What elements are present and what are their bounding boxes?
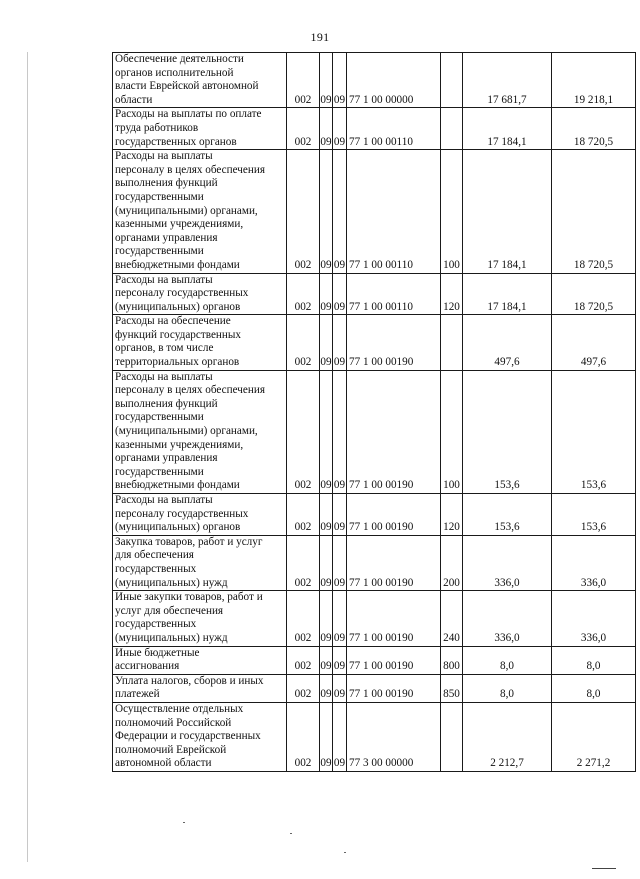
table-row bbox=[113, 674, 636, 702]
footer-rule bbox=[592, 868, 616, 869]
amount-year1-cell: 17 184,1 bbox=[463, 273, 552, 315]
section-code-cell: 09 bbox=[320, 702, 333, 771]
row-name-line: территориальных органов bbox=[115, 356, 240, 369]
target-article-cell: 77 1 00 00190 bbox=[347, 591, 441, 646]
expense-type-cell: 240 bbox=[441, 591, 463, 646]
row-name-cell bbox=[113, 315, 287, 370]
admin-code-cell: 002 bbox=[287, 273, 320, 315]
admin-code-cell: 002 bbox=[287, 702, 320, 771]
row-name-line: Осуществление отдельных bbox=[115, 702, 244, 715]
amount-year1-cell: 17 184,1 bbox=[463, 108, 552, 150]
target-article-cell: 77 1 00 00190 bbox=[347, 674, 441, 702]
row-name-line: функций государственных bbox=[115, 328, 242, 341]
subsection-code-cell: 09 bbox=[333, 108, 347, 150]
table-row bbox=[113, 535, 636, 590]
row-name-line: (муниципальных) нужд bbox=[115, 631, 228, 644]
budget-table-body bbox=[113, 53, 636, 772]
target-article-cell: 77 1 00 00190 bbox=[347, 370, 441, 493]
row-name-line: (муниципальных) нужд bbox=[115, 576, 228, 589]
subsection-code-cell: 09 bbox=[333, 315, 347, 370]
row-name-line: персоналу в целях обеспечения bbox=[115, 384, 266, 397]
subsection-code-cell: 09 bbox=[333, 591, 347, 646]
budget-table bbox=[112, 52, 636, 772]
row-name-line: государственными bbox=[115, 190, 204, 203]
admin-code-cell: 002 bbox=[287, 674, 320, 702]
admin-code-cell: 002 bbox=[287, 370, 320, 493]
row-name-line: (муниципальными) органами, bbox=[115, 425, 258, 438]
scan-speck bbox=[344, 852, 346, 853]
target-article-cell: 77 1 00 00110 bbox=[347, 108, 441, 150]
subsection-code-cell: 09 bbox=[333, 273, 347, 315]
table-row bbox=[113, 315, 636, 370]
row-name-cell bbox=[113, 273, 287, 315]
scan-speck bbox=[290, 833, 292, 834]
amount-year2-cell: 153,6 bbox=[552, 494, 636, 536]
row-name-line: Иные закупки товаров, работ и bbox=[115, 591, 263, 604]
row-name-cell bbox=[113, 702, 287, 771]
row-name-line: внебюджетными фондами bbox=[115, 479, 240, 492]
amount-year2-cell: 336,0 bbox=[552, 535, 636, 590]
subsection-code-cell: 09 bbox=[333, 494, 347, 536]
section-code-cell: 09 bbox=[320, 370, 333, 493]
row-name-line: государственных органов bbox=[115, 135, 237, 148]
section-code-cell: 09 bbox=[320, 494, 333, 536]
expense-type-cell bbox=[441, 702, 463, 771]
row-name-line: Расходы на выплаты bbox=[115, 273, 213, 286]
section-code-cell: 09 bbox=[320, 535, 333, 590]
row-name-line: государственных bbox=[115, 618, 197, 631]
row-name-line: ассигнования bbox=[115, 660, 180, 673]
section-code-cell: 09 bbox=[320, 150, 333, 273]
row-name-line: казенными учреждениями, bbox=[115, 438, 244, 451]
table-row bbox=[113, 646, 636, 674]
subsection-code-cell: 09 bbox=[333, 702, 347, 771]
target-article-cell: 77 1 00 00190 bbox=[347, 494, 441, 536]
amount-year2-cell: 8,0 bbox=[552, 646, 636, 674]
row-name-line: государственных bbox=[115, 562, 197, 575]
section-code-cell: 09 bbox=[320, 273, 333, 315]
row-name-line: выполнения функций bbox=[115, 177, 218, 190]
row-name-line: полномочий Российской bbox=[115, 716, 232, 729]
target-article-cell: 77 1 00 00190 bbox=[347, 535, 441, 590]
section-code-cell: 09 bbox=[320, 646, 333, 674]
table-row bbox=[113, 108, 636, 150]
amount-year1-cell: 336,0 bbox=[463, 535, 552, 590]
row-name-cell bbox=[113, 646, 287, 674]
section-code-cell: 09 bbox=[320, 53, 333, 108]
table-row bbox=[113, 702, 636, 771]
expense-type-cell: 200 bbox=[441, 535, 463, 590]
table-row bbox=[113, 494, 636, 536]
scan-speck bbox=[183, 822, 185, 823]
admin-code-cell: 002 bbox=[287, 150, 320, 273]
row-name-line: Уплата налогов, сборов и иных bbox=[115, 674, 264, 687]
row-name-line: органов исполнительной bbox=[115, 66, 234, 79]
row-name-line: (муниципальных) органов bbox=[115, 300, 241, 313]
admin-code-cell: 002 bbox=[287, 535, 320, 590]
row-name-line: Закупка товаров, работ и услуг bbox=[115, 535, 263, 548]
row-name-cell bbox=[113, 370, 287, 493]
amount-year1-cell: 2 212,7 bbox=[463, 702, 552, 771]
row-name-line: персоналу государственных bbox=[115, 287, 249, 300]
amount-year2-cell: 19 218,1 bbox=[552, 53, 636, 108]
amount-year1-cell: 497,6 bbox=[463, 315, 552, 370]
row-name-line: области bbox=[115, 93, 153, 106]
admin-code-cell: 002 bbox=[287, 53, 320, 108]
row-name-line: (муниципальных) органов bbox=[115, 521, 241, 534]
row-name-line: услуг для обеспечения bbox=[115, 604, 224, 617]
row-name-line: персоналу государственных bbox=[115, 507, 249, 520]
table-row bbox=[113, 53, 636, 108]
row-name-line: казенными учреждениями, bbox=[115, 218, 244, 231]
admin-code-cell: 002 bbox=[287, 108, 320, 150]
row-name-line: (муниципальными) органами, bbox=[115, 204, 258, 217]
row-name-line: Федерации и государственных bbox=[115, 730, 261, 743]
amount-year1-cell: 153,6 bbox=[463, 370, 552, 493]
target-article-cell: 77 1 00 00110 bbox=[347, 150, 441, 273]
row-name-line: полномочий Еврейской bbox=[115, 743, 227, 756]
row-name-line: государственными bbox=[115, 411, 204, 424]
subsection-code-cell: 09 bbox=[333, 150, 347, 273]
row-name-line: органами управления bbox=[115, 452, 218, 465]
section-code-cell: 09 bbox=[320, 591, 333, 646]
section-code-cell: 09 bbox=[320, 674, 333, 702]
expense-type-cell: 800 bbox=[441, 646, 463, 674]
row-name-line: Расходы на выплаты bbox=[115, 494, 213, 506]
row-name-line: Расходы на выплаты bbox=[115, 150, 213, 163]
table-row bbox=[113, 273, 636, 315]
amount-year1-cell: 8,0 bbox=[463, 674, 552, 702]
amount-year2-cell: 18 720,5 bbox=[552, 273, 636, 315]
page-number: 191 bbox=[310, 30, 330, 44]
expense-type-cell: 850 bbox=[441, 674, 463, 702]
expense-type-cell: 100 bbox=[441, 150, 463, 273]
admin-code-cell: 002 bbox=[287, 494, 320, 536]
expense-type-cell bbox=[441, 53, 463, 108]
row-name-cell bbox=[113, 494, 287, 536]
table-row bbox=[113, 370, 636, 493]
row-name-line: труда работников bbox=[115, 121, 199, 134]
amount-year1-cell: 17 184,1 bbox=[463, 150, 552, 273]
amount-year2-cell: 8,0 bbox=[552, 674, 636, 702]
table-row bbox=[113, 591, 636, 646]
row-name-cell bbox=[113, 108, 287, 150]
left-margin-line bbox=[27, 52, 28, 862]
admin-code-cell: 002 bbox=[287, 646, 320, 674]
amount-year2-cell: 497,6 bbox=[552, 315, 636, 370]
row-name-line: Обеспечение деятельности bbox=[115, 53, 244, 65]
row-name-line: органами управления bbox=[115, 231, 218, 244]
amount-year1-cell: 153,6 bbox=[463, 494, 552, 536]
amount-year2-cell: 2 271,2 bbox=[552, 702, 636, 771]
section-code-cell: 09 bbox=[320, 315, 333, 370]
admin-code-cell: 002 bbox=[287, 591, 320, 646]
expense-type-cell: 120 bbox=[441, 494, 463, 536]
amount-year1-cell: 8,0 bbox=[463, 646, 552, 674]
row-name-cell bbox=[113, 150, 287, 273]
row-name-line: автономной области bbox=[115, 757, 212, 770]
row-name-line: государственными bbox=[115, 465, 204, 478]
row-name-line: персоналу в целях обеспечения bbox=[115, 163, 266, 176]
row-name-line: Расходы на выплаты bbox=[115, 370, 213, 383]
subsection-code-cell: 09 bbox=[333, 370, 347, 493]
subsection-code-cell: 09 bbox=[333, 674, 347, 702]
row-name-cell bbox=[113, 591, 287, 646]
row-name-cell bbox=[113, 535, 287, 590]
row-name-line: Расходы на обеспечение bbox=[115, 315, 231, 328]
row-name-line: платежей bbox=[115, 688, 160, 701]
row-name-cell bbox=[113, 53, 287, 108]
amount-year2-cell: 18 720,5 bbox=[552, 150, 636, 273]
amount-year2-cell: 336,0 bbox=[552, 591, 636, 646]
amount-year1-cell: 17 681,7 bbox=[463, 53, 552, 108]
subsection-code-cell: 09 bbox=[333, 646, 347, 674]
amount-year2-cell: 18 720,5 bbox=[552, 108, 636, 150]
row-name-line: Иные бюджетные bbox=[115, 646, 200, 659]
row-name-line: для обеспечения bbox=[115, 549, 194, 562]
expense-type-cell bbox=[441, 108, 463, 150]
admin-code-cell: 002 bbox=[287, 315, 320, 370]
row-name-line: власти Еврейской автономной bbox=[115, 80, 259, 93]
expense-type-cell: 120 bbox=[441, 273, 463, 315]
row-name-line: внебюджетными фондами bbox=[115, 258, 240, 271]
target-article-cell: 77 1 00 00190 bbox=[347, 646, 441, 674]
row-name-cell bbox=[113, 674, 287, 702]
target-article-cell: 77 1 00 00110 bbox=[347, 273, 441, 315]
target-article-cell: 77 1 00 00000 bbox=[347, 53, 441, 108]
amount-year1-cell: 336,0 bbox=[463, 591, 552, 646]
table-row bbox=[113, 150, 636, 273]
section-code-cell: 09 bbox=[320, 108, 333, 150]
expense-type-cell bbox=[441, 315, 463, 370]
amount-year2-cell: 153,6 bbox=[552, 370, 636, 493]
expense-type-cell: 100 bbox=[441, 370, 463, 493]
row-name-line: выполнения функций bbox=[115, 397, 218, 410]
row-name-line: органов, в том числе bbox=[115, 342, 214, 355]
subsection-code-cell: 09 bbox=[333, 535, 347, 590]
subsection-code-cell: 09 bbox=[333, 53, 347, 108]
row-name-line: государственными bbox=[115, 245, 204, 258]
target-article-cell: 77 1 00 00190 bbox=[347, 315, 441, 370]
row-name-line: Расходы на выплаты по оплате bbox=[115, 108, 262, 121]
target-article-cell: 77 3 00 00000 bbox=[347, 702, 441, 771]
